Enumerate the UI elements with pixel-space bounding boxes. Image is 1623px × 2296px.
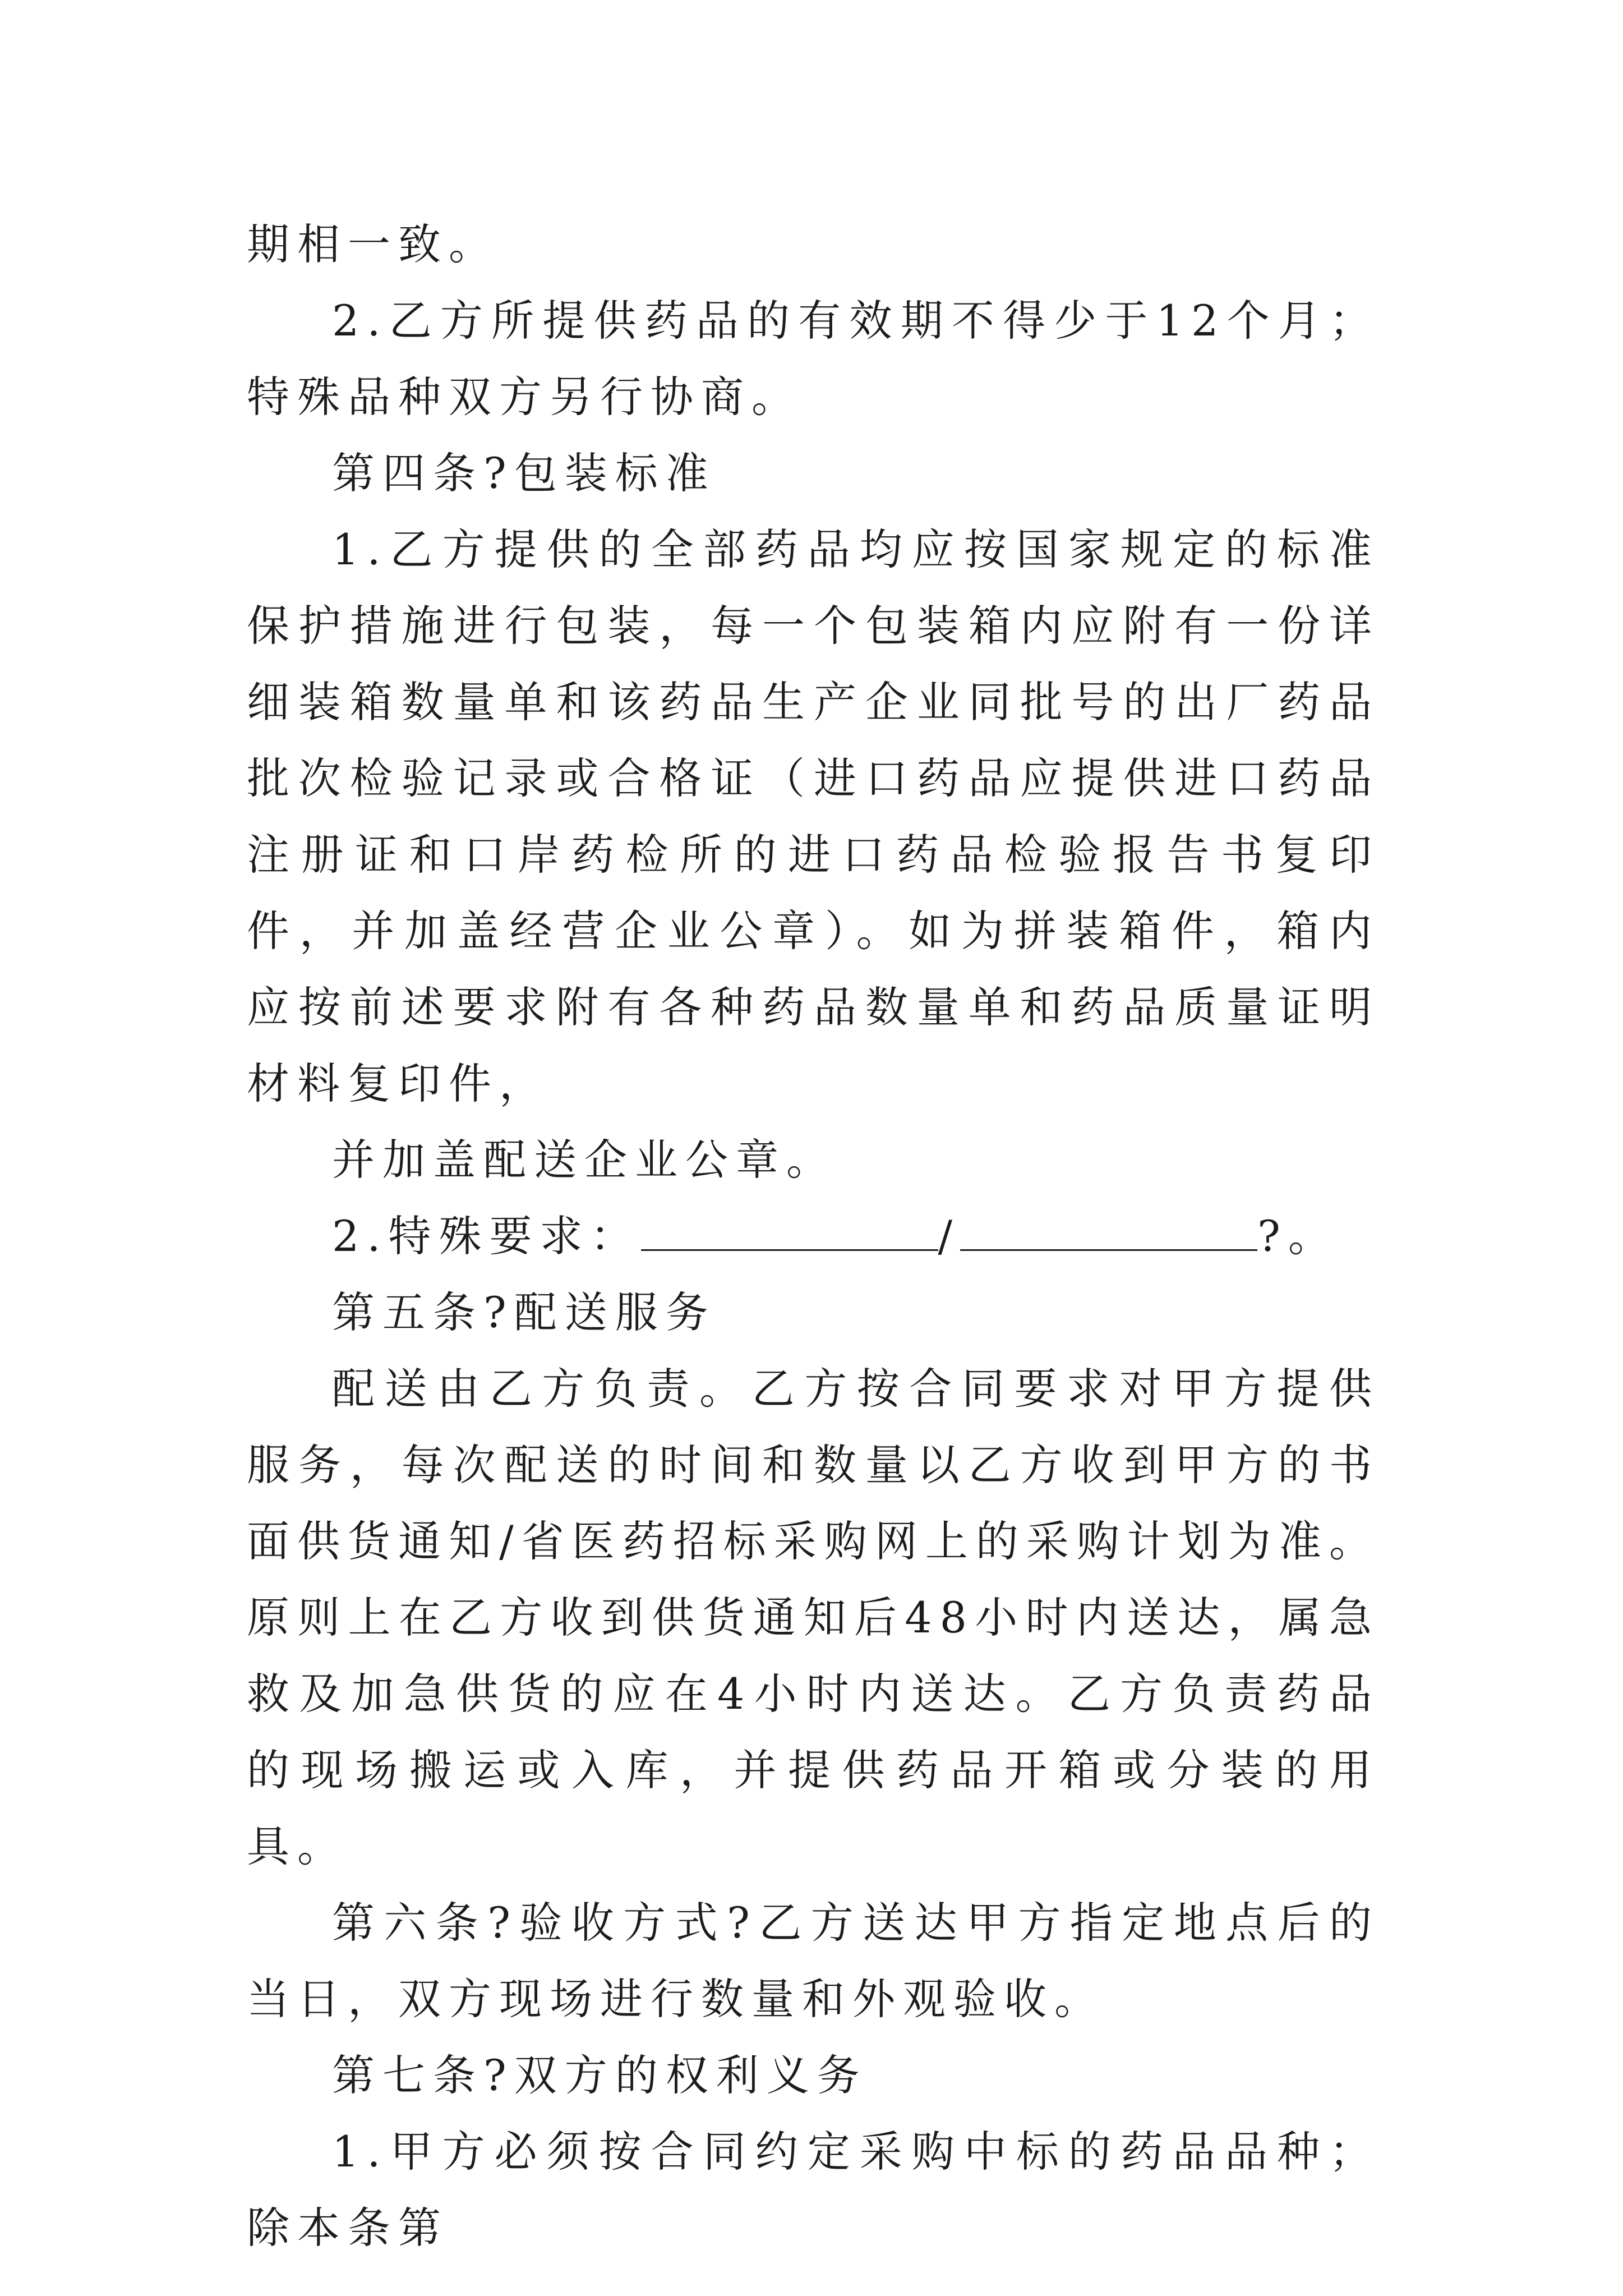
blank-separator: / (938, 1211, 961, 1261)
paragraph-special-requirements (247, 1198, 1380, 1274)
fill-in-blank-2 (960, 1210, 1257, 1251)
paragraph-packaging-seal: 并加盖配送企业公章。 (332, 1135, 837, 1185)
paragraph-validity-period: 2.乙方所提供药品的有效期不得少于12个月；特殊品种双方另行协商。 (247, 296, 1380, 422)
paragraph-packaging: 1.乙方提供的全部药品均应按国家规定的标准保护措施进行包装，每一个包装箱内应附有一份详细装箱数量单和该药品生产企业同批号的出厂药品批次检验记录或合格证（进口药品应提供进口药品注册证和口岸药检所的进口药品检验报告书复印件，并加盖经营企业公章）。如为拼装箱件，箱内应按前述要求附有各种药品数量单和药品质量证明材料复印件， (247, 524, 1380, 1108)
document-body (247, 206, 1380, 2266)
paragraph-article-6-acceptance: 第六条?验收方式?乙方送达甲方指定地点后的当日，双方现场进行数量和外观验收。 (247, 1898, 1380, 2024)
heading-article-5: 第五条?配送服务 (332, 1287, 716, 1337)
paragraph-continuation: 期相一致。 (247, 219, 499, 269)
heading-article-7: 第七条?双方的权利义务 (332, 2050, 868, 2100)
fill-in-blank-1 (641, 1210, 938, 1251)
paragraph-delivery-service: 配送由乙方负责。乙方按合同要求对甲方提供服务，每次配送的时间和数量以乙方收到甲方的书面供货通知/省医药招标采购网上的采购计划为准。原则上在乙方收到供货通知后48小时内送达，属急救及加急供货的应在4小时内送达。乙方负责药品的现场搬运或入库，并提供药品开箱或分装的用具。 (247, 1364, 1380, 1871)
special-requirements-suffix: ?。 (1257, 1211, 1339, 1261)
paragraph-rights-obligations: 1.甲方必须按合同约定采购中标的药品品种；除本条第 (247, 2127, 1380, 2253)
heading-article-4: 第四条?包装标准 (332, 448, 716, 498)
special-requirements-label: 2.特殊要求： (332, 1211, 641, 1261)
